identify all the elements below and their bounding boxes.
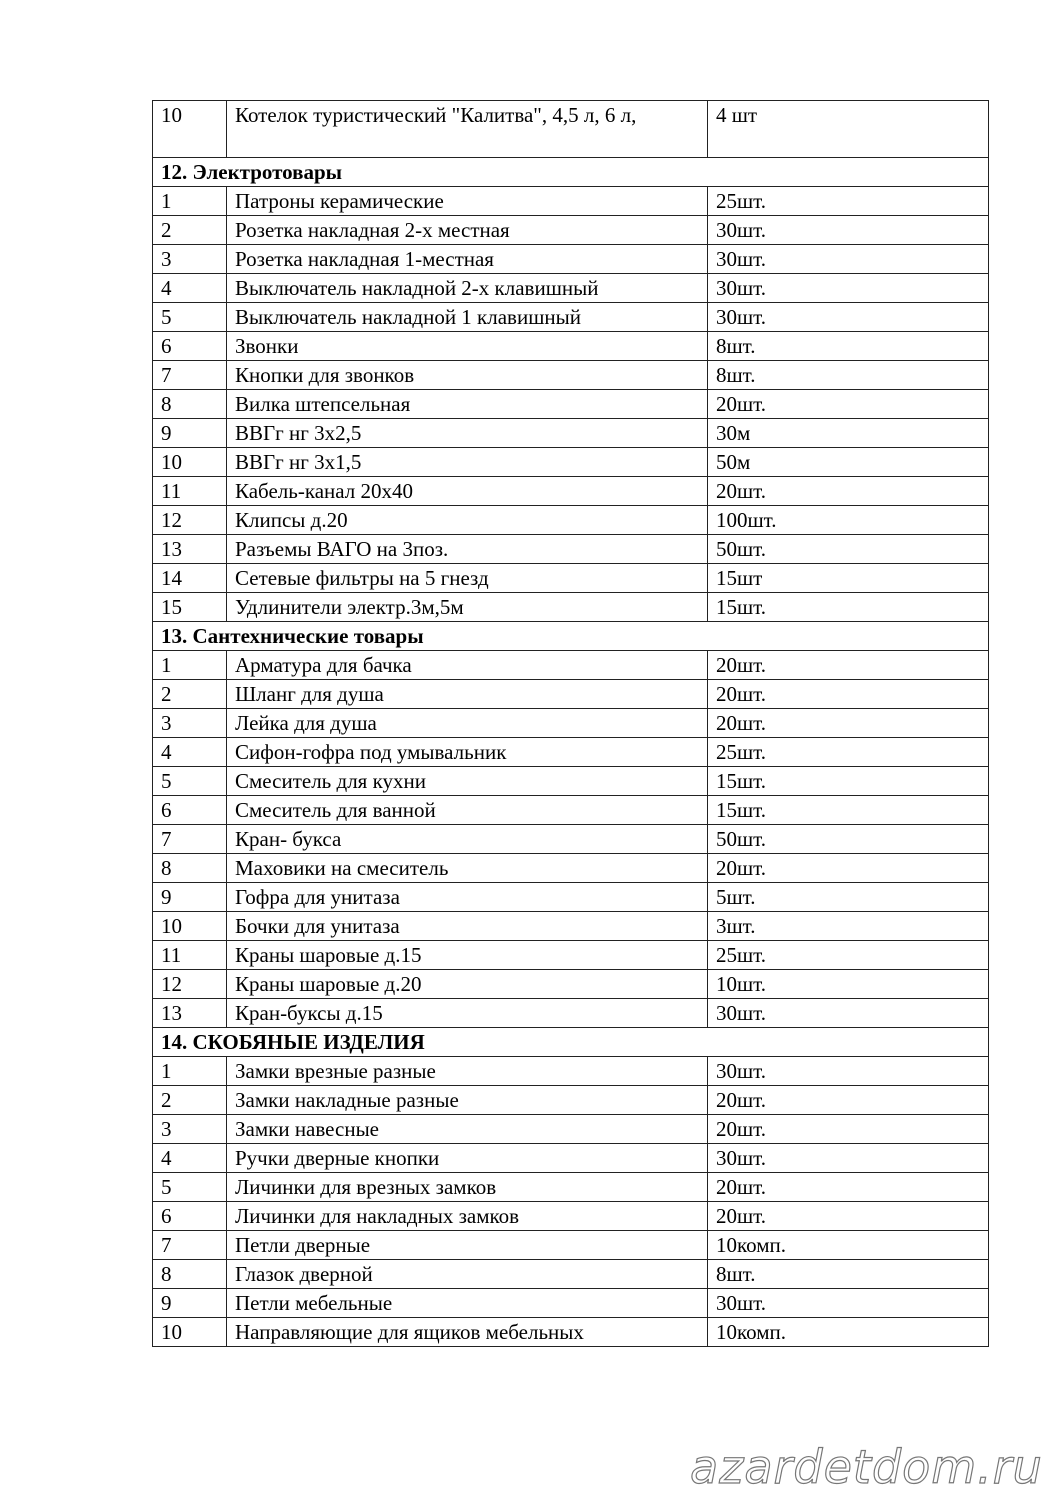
item-number: 1 (153, 1057, 227, 1086)
table-row (153, 593, 989, 622)
item-quantity: 20шт. (708, 477, 989, 506)
table-row (153, 680, 989, 709)
item-quantity: 100шт. (708, 506, 989, 535)
table-row (153, 419, 989, 448)
item-quantity: 20шт. (708, 1086, 989, 1115)
table-row (153, 709, 989, 738)
table-row (153, 1318, 989, 1347)
table-row (153, 1202, 989, 1231)
item-quantity: 3шт. (708, 912, 989, 941)
table-row (153, 796, 989, 825)
item-name: Арматура для бачка (227, 651, 708, 680)
item-number: 10 (153, 912, 227, 941)
item-number: 8 (153, 1260, 227, 1289)
item-number: 7 (153, 361, 227, 390)
table-row (153, 1086, 989, 1115)
item-number: 6 (153, 796, 227, 825)
item-name: Выключатель накладной 1 клавишный (227, 303, 708, 332)
item-name: Петли дверные (227, 1231, 708, 1260)
item-name: Личинки для накладных замков (227, 1202, 708, 1231)
item-name: Маховики на смеситель (227, 854, 708, 883)
item-quantity: 20шт. (708, 390, 989, 419)
item-number: 5 (153, 767, 227, 796)
item-quantity: 15шт. (708, 796, 989, 825)
item-number: 7 (153, 1231, 227, 1260)
table-row (153, 564, 989, 593)
item-quantity: 15шт (708, 564, 989, 593)
item-name: ВВГг нг 3х1,5 (227, 448, 708, 477)
item-name: Сетевые фильтры на 5 гнезд (227, 564, 708, 593)
table-row (153, 999, 989, 1028)
table-row (153, 970, 989, 999)
item-number: 2 (153, 680, 227, 709)
item-number: 9 (153, 883, 227, 912)
item-quantity: 20шт. (708, 1202, 989, 1231)
item-quantity: 10шт. (708, 970, 989, 999)
item-quantity: 10комп. (708, 1318, 989, 1347)
item-number: 1 (153, 187, 227, 216)
item-quantity: 25шт. (708, 941, 989, 970)
item-number: 8 (153, 854, 227, 883)
item-name: Розетка накладная 2-х местная (227, 216, 708, 245)
table-row (153, 767, 989, 796)
section-header-row (153, 1028, 989, 1057)
item-name: Кран- букса (227, 825, 708, 854)
item-name: Смеситель для кухни (227, 767, 708, 796)
item-quantity: 20шт. (708, 680, 989, 709)
watermark: azardetdom.ru (690, 1440, 1043, 1494)
table-row (153, 361, 989, 390)
item-name: Шланг для душа (227, 680, 708, 709)
item-number: 2 (153, 1086, 227, 1115)
table-row (153, 101, 989, 158)
item-number: 10 (153, 448, 227, 477)
table-row (153, 332, 989, 361)
item-name: Петли мебельные (227, 1289, 708, 1318)
item-name: Личинки для врезных замков (227, 1173, 708, 1202)
item-name: ВВГг нг 3х2,5 (227, 419, 708, 448)
item-name: Замки врезные разные (227, 1057, 708, 1086)
item-name: Замки накладные разные (227, 1086, 708, 1115)
table-row (153, 216, 989, 245)
item-quantity: 30шт. (708, 1144, 989, 1173)
item-name: Вилка штепсельная (227, 390, 708, 419)
item-quantity: 20шт. (708, 651, 989, 680)
item-number: 2 (153, 216, 227, 245)
table-row (153, 1173, 989, 1202)
item-number: 11 (153, 941, 227, 970)
item-name: Ручки дверные кнопки (227, 1144, 708, 1173)
table-row (153, 1115, 989, 1144)
item-number: 3 (153, 245, 227, 274)
table-row (153, 825, 989, 854)
section-header-row (153, 158, 989, 187)
item-quantity: 20шт. (708, 1115, 989, 1144)
table-row (153, 506, 989, 535)
item-name: Краны шаровые д.20 (227, 970, 708, 999)
table-row (153, 1289, 989, 1318)
item-name: Краны шаровые д.15 (227, 941, 708, 970)
item-quantity: 25шт. (708, 738, 989, 767)
item-quantity: 15шт. (708, 593, 989, 622)
item-number: 5 (153, 1173, 227, 1202)
item-quantity: 50шт. (708, 825, 989, 854)
section-title: 13. Сантехнические товары (153, 622, 989, 651)
item-name: Разъемы ВАГО на 3поз. (227, 535, 708, 564)
item-quantity: 30шт. (708, 1057, 989, 1086)
item-number: 9 (153, 1289, 227, 1318)
item-number: 5 (153, 303, 227, 332)
table-row (153, 303, 989, 332)
item-quantity: 20шт. (708, 1173, 989, 1202)
table-row (153, 854, 989, 883)
table-row (153, 883, 989, 912)
item-number: 12 (153, 506, 227, 535)
section-title: 12. Электротовары (153, 158, 989, 187)
item-quantity: 8шт. (708, 332, 989, 361)
item-name: Удлинители электр.3м,5м (227, 593, 708, 622)
item-quantity: 30м (708, 419, 989, 448)
item-number: 8 (153, 390, 227, 419)
item-quantity: 30шт. (708, 999, 989, 1028)
item-quantity: 8шт. (708, 1260, 989, 1289)
table-row (153, 274, 989, 303)
table-row (153, 187, 989, 216)
item-quantity: 10комп. (708, 1231, 989, 1260)
item-name: Кнопки для звонков (227, 361, 708, 390)
item-number: 6 (153, 332, 227, 361)
items-table (152, 100, 989, 1347)
table-row (153, 1144, 989, 1173)
item-number: 9 (153, 419, 227, 448)
section-title: 14. СКОБЯНЫЕ ИЗДЕЛИЯ (153, 1028, 989, 1057)
item-quantity: 30шт. (708, 216, 989, 245)
item-name: Клипсы д.20 (227, 506, 708, 535)
item-name: Глазок дверной (227, 1260, 708, 1289)
item-name: Сифон-гофра под умывальник (227, 738, 708, 767)
item-name: Замки навесные (227, 1115, 708, 1144)
item-number: 4 (153, 738, 227, 767)
item-quantity: 5шт. (708, 883, 989, 912)
item-name: Звонки (227, 332, 708, 361)
item-quantity: 20шт. (708, 854, 989, 883)
item-quantity: 50м (708, 448, 989, 477)
item-name: Патроны керамические (227, 187, 708, 216)
table-row (153, 651, 989, 680)
item-number: 15 (153, 593, 227, 622)
table-row (153, 941, 989, 970)
item-number: 3 (153, 709, 227, 738)
item-quantity: 30шт. (708, 1289, 989, 1318)
table-row (153, 1260, 989, 1289)
item-number: 10 (153, 1318, 227, 1347)
item-number: 7 (153, 825, 227, 854)
item-number: 14 (153, 564, 227, 593)
table-row (153, 1057, 989, 1086)
item-number: 13 (153, 999, 227, 1028)
item-quantity: 50шт. (708, 535, 989, 564)
item-name: Розетка накладная 1-местная (227, 245, 708, 274)
item-quantity: 30шт. (708, 303, 989, 332)
section-header-row (153, 622, 989, 651)
table-row (153, 1231, 989, 1260)
table-row (153, 477, 989, 506)
item-number: 10 (153, 101, 227, 158)
item-number: 6 (153, 1202, 227, 1231)
item-quantity: 30шт. (708, 245, 989, 274)
item-quantity: 25шт. (708, 187, 989, 216)
item-number: 11 (153, 477, 227, 506)
item-name: Гофра для унитаза (227, 883, 708, 912)
table-row (153, 448, 989, 477)
item-quantity: 20шт. (708, 709, 989, 738)
item-name: Котелок туристический "Калитва", 4,5 л, 6 л, (227, 101, 708, 158)
item-quantity: 30шт. (708, 274, 989, 303)
item-name: Бочки для унитаза (227, 912, 708, 941)
item-number: 4 (153, 1144, 227, 1173)
item-number: 12 (153, 970, 227, 999)
item-quantity: 15шт. (708, 767, 989, 796)
item-name: Лейка для душа (227, 709, 708, 738)
item-number: 13 (153, 535, 227, 564)
table-row (153, 535, 989, 564)
table-row (153, 390, 989, 419)
table-row (153, 912, 989, 941)
item-quantity: 8шт. (708, 361, 989, 390)
item-quantity: 4 шт (708, 101, 989, 158)
item-number: 3 (153, 1115, 227, 1144)
item-name: Кабель-канал 20х40 (227, 477, 708, 506)
item-name: Кран-буксы д.15 (227, 999, 708, 1028)
item-number: 1 (153, 651, 227, 680)
item-name: Направляющие для ящиков мебельных (227, 1318, 708, 1347)
table-row (153, 245, 989, 274)
item-name: Выключатель накладной 2-х клавишный (227, 274, 708, 303)
item-name: Смеситель для ванной (227, 796, 708, 825)
table-row (153, 738, 989, 767)
item-number: 4 (153, 274, 227, 303)
